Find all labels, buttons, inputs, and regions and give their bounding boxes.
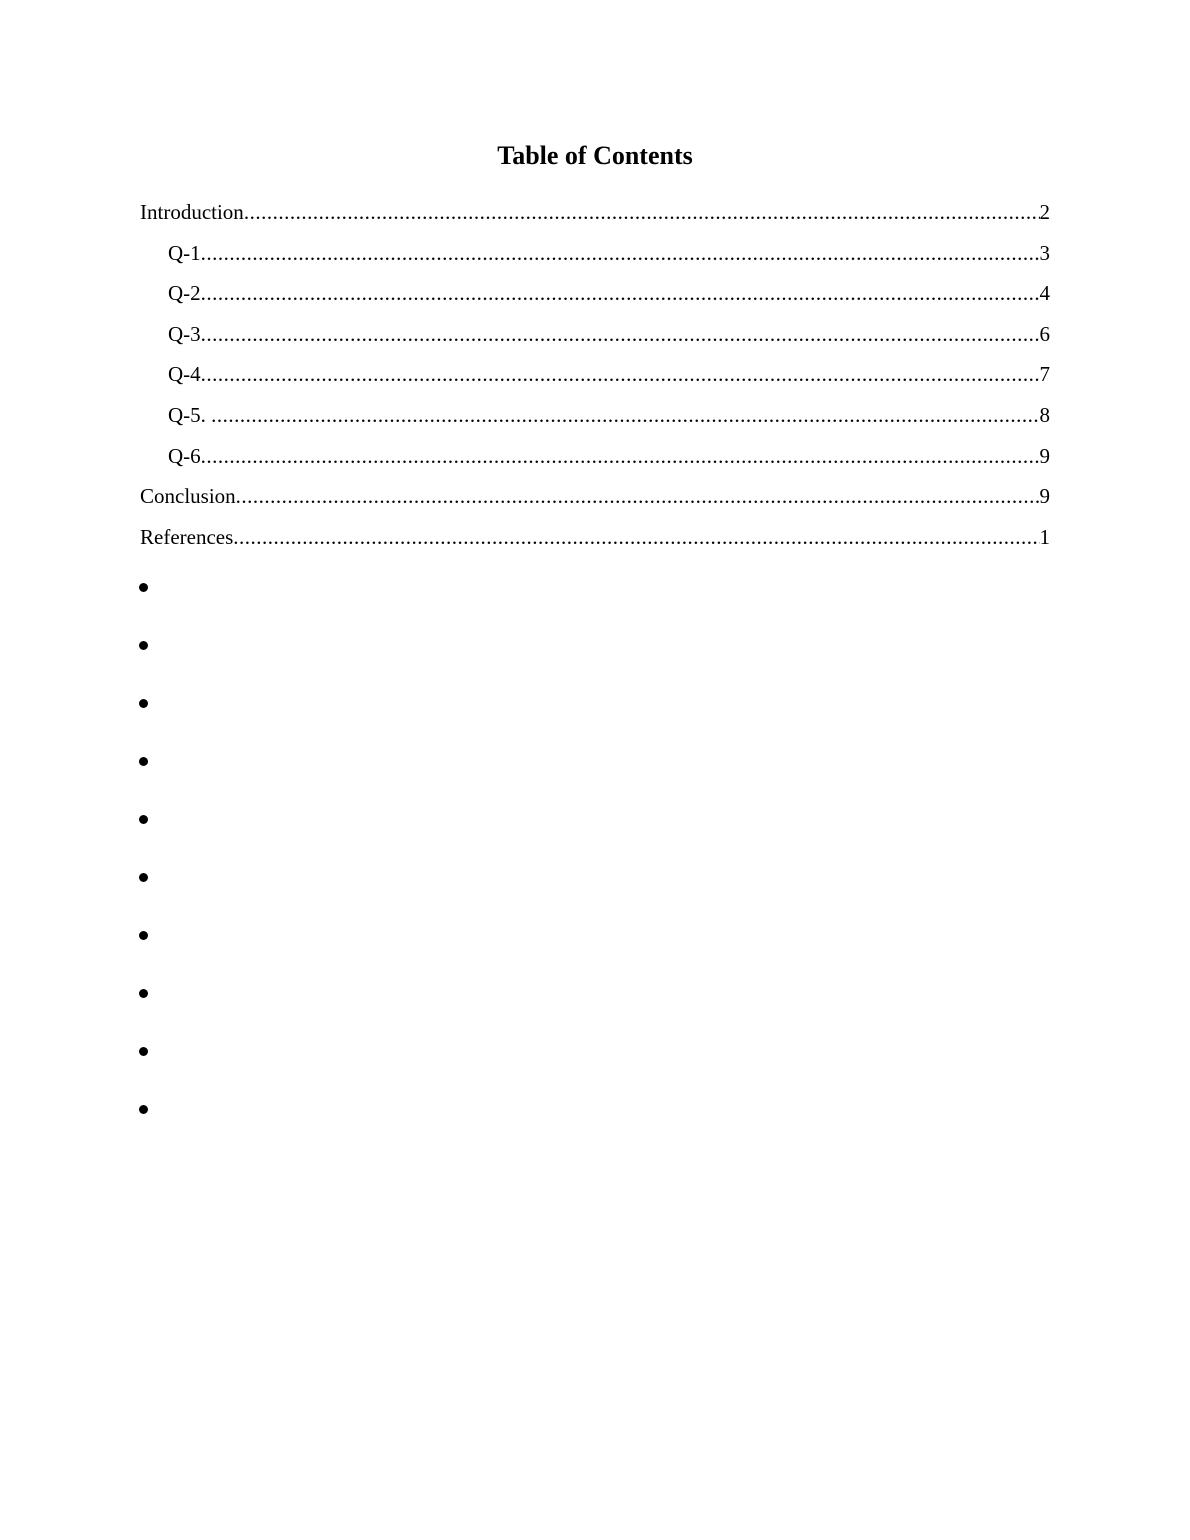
toc-dot-leader (201, 442, 1040, 470)
toc-dot-leader (201, 320, 1040, 348)
toc-page-number: 2 (1039, 200, 1050, 224)
toc-page-number: 9 (1039, 443, 1050, 468)
toc-entry-conclusion[interactable] (140, 482, 1050, 523)
toc-entry-q5[interactable] (140, 401, 1050, 442)
toc-entry-q2[interactable] (140, 279, 1050, 320)
toc-entry-references[interactable] (140, 523, 1050, 564)
toc-entry-introduction[interactable] (140, 198, 1050, 239)
toc-page-number: 9 (1039, 484, 1050, 509)
toc-entry-q1[interactable] (140, 239, 1050, 280)
toc-dot-leader (201, 360, 1040, 388)
toc-page-number: 3 (1039, 240, 1050, 265)
bullet-icon (139, 931, 148, 940)
toc-entry-label: Q-3 (168, 321, 201, 346)
table-of-contents (140, 198, 1050, 563)
toc-dot-leader (211, 401, 1039, 429)
bullet-icon (139, 699, 148, 708)
toc-entry-label: Q-1 (168, 240, 201, 265)
bullet-icon (139, 641, 148, 650)
toc-entry-q4[interactable] (140, 360, 1050, 401)
toc-entry-q6[interactable] (140, 442, 1050, 483)
toc-dot-leader (244, 198, 1040, 226)
toc-entry-label: Introduction (140, 200, 244, 224)
page-title: Table of Contents (497, 141, 693, 170)
toc-dot-leader (233, 523, 1039, 551)
toc-page-number: 1 (1039, 524, 1050, 549)
toc-entry-label: Q-5. (168, 402, 212, 427)
toc-entry-label: Q-6 (168, 443, 201, 468)
bullet-icon (139, 1105, 148, 1114)
toc-entry-q3[interactable] (140, 320, 1050, 361)
empty-bullet-list (139, 583, 148, 1163)
toc-page-number: 6 (1039, 321, 1050, 346)
toc-page-number: 7 (1039, 362, 1050, 387)
toc-dot-leader (236, 482, 1040, 510)
bullet-icon (139, 989, 148, 998)
toc-page-number: 8 (1039, 402, 1050, 427)
bullet-icon (139, 583, 148, 592)
bullet-icon (139, 1047, 148, 1056)
toc-entry-label: Q-4 (168, 362, 201, 387)
toc-dot-leader (201, 279, 1040, 307)
bullet-icon (139, 873, 148, 882)
toc-entry-label: Q-2 (168, 281, 201, 306)
bullet-icon (139, 815, 148, 824)
bullet-icon (139, 757, 148, 766)
toc-dot-leader (201, 239, 1040, 267)
toc-entry-label: Conclusion (140, 484, 236, 509)
toc-entry-label: References (140, 524, 234, 549)
toc-page-number: 4 (1039, 281, 1050, 306)
